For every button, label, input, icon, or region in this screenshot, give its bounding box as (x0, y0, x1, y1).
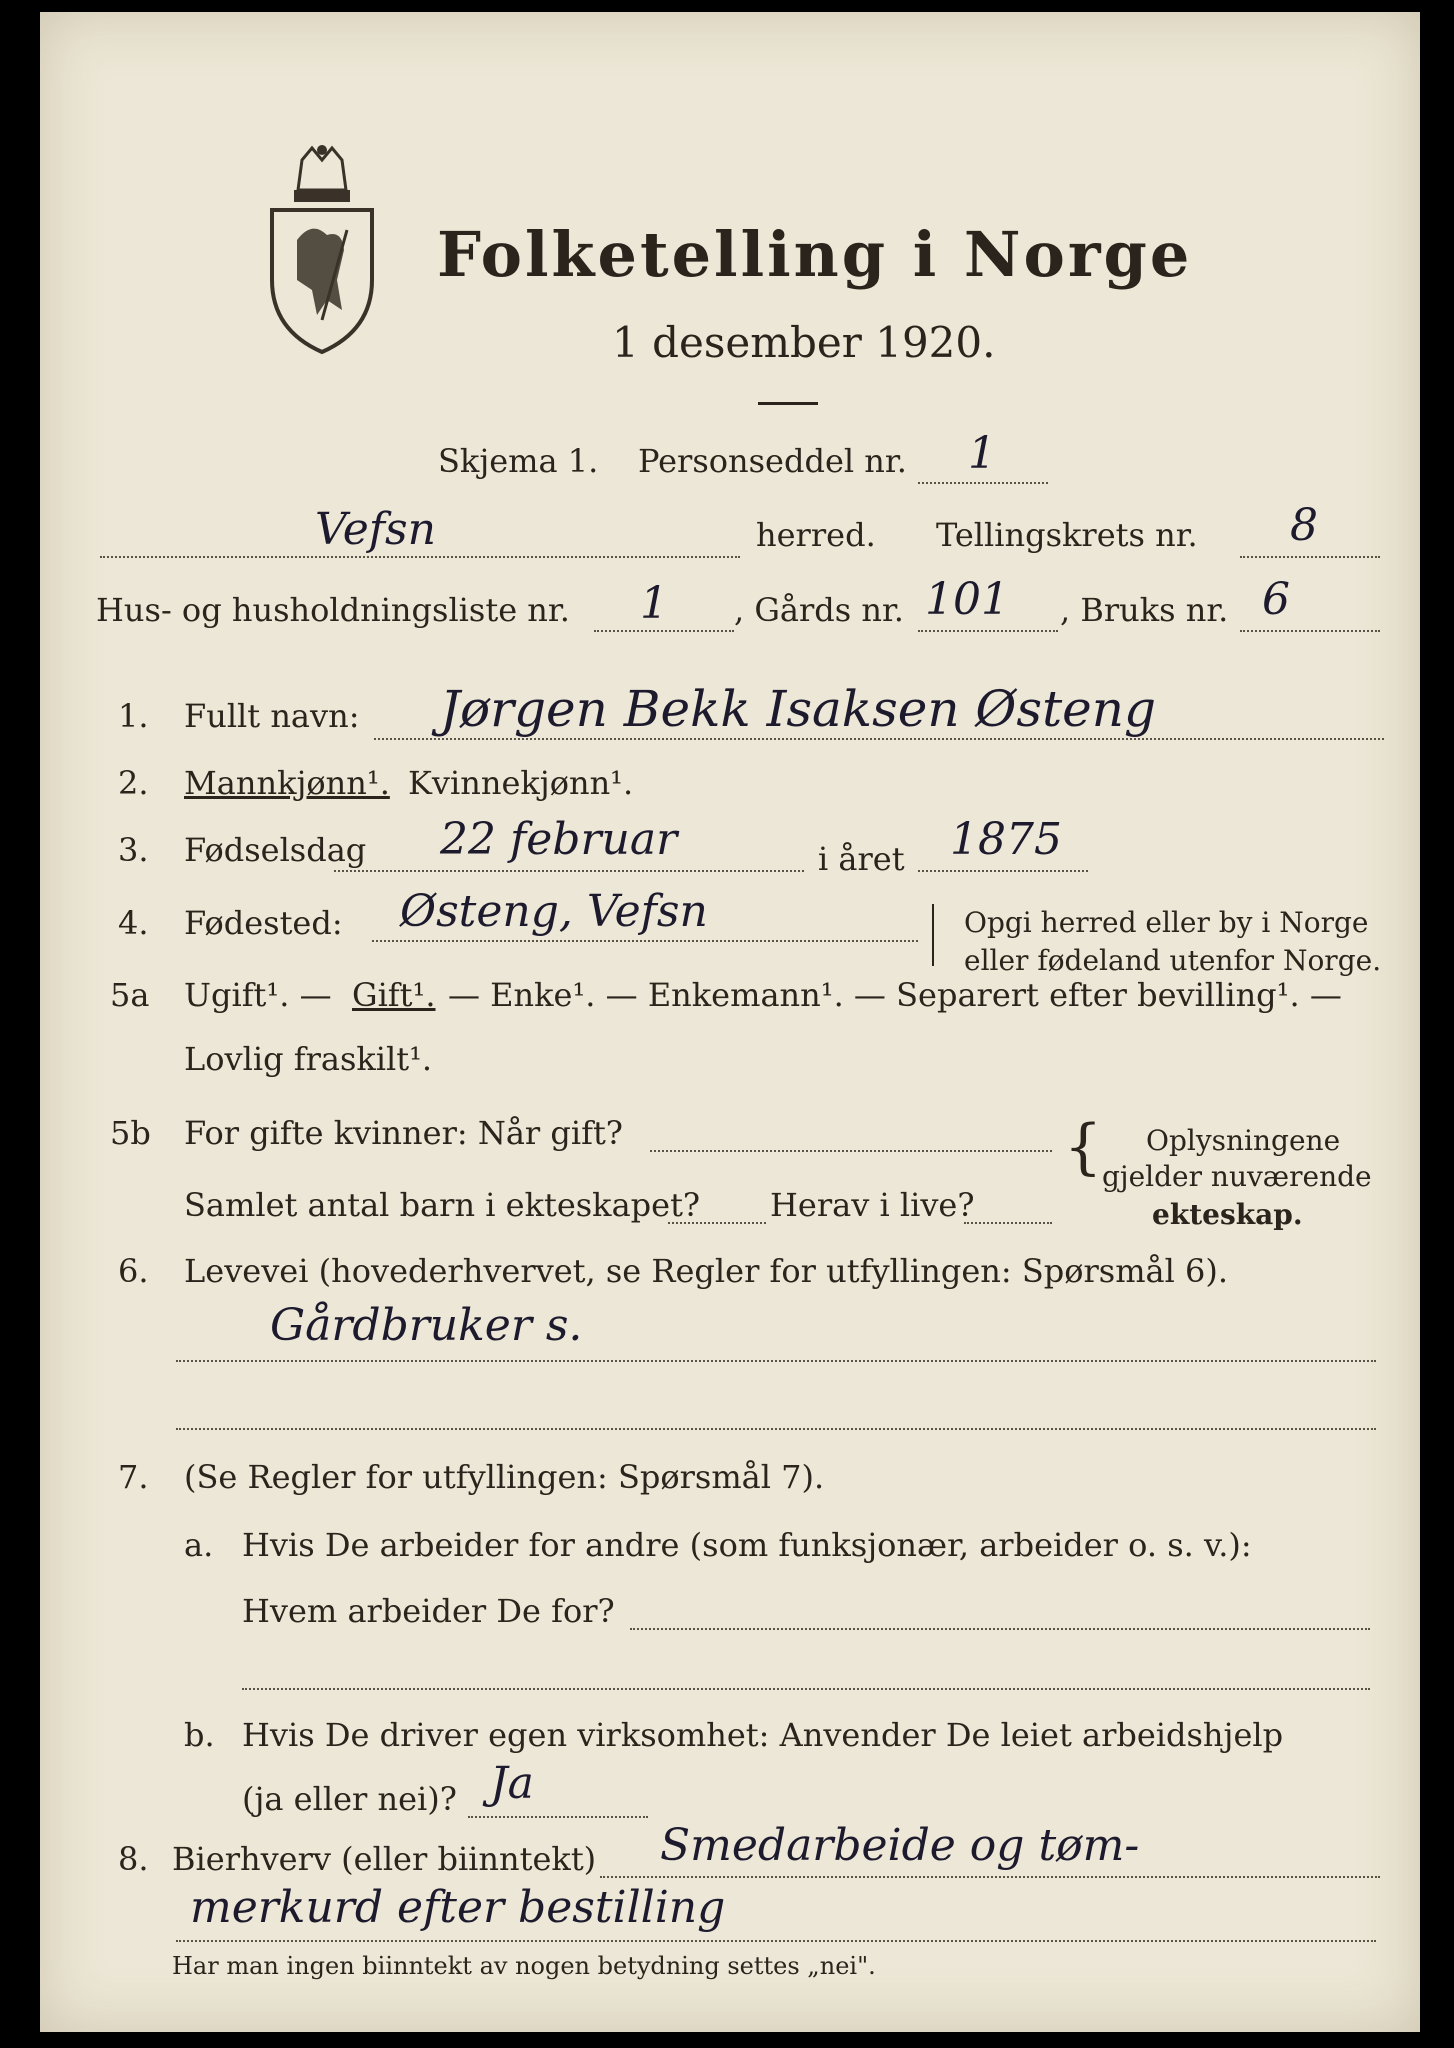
form-title: Folketelling i Norge (437, 218, 1193, 291)
q7a-letter: a. (184, 1526, 214, 1564)
q6-line2 (176, 1428, 1376, 1430)
q7-label: (Se Regler for utfyllingen: Spørsmål 7). (184, 1458, 825, 1496)
herred-line (100, 556, 740, 558)
q7b-question: (ja eller nei)? (242, 1780, 457, 1818)
bruks-line (1240, 630, 1380, 632)
q8-label: Bierhverv (eller biinntekt) (172, 1840, 597, 1878)
q7a-text: Hvis De arbeider for andre (som funksjonær, arbeider o. s. v.): (242, 1526, 1252, 1564)
q5a-ugift: Ugift¹. — (184, 976, 332, 1014)
q7b-text: Hvis De driver egen virksomhet: Anvender De leiet arbeidshjelp (242, 1716, 1284, 1754)
gards-line (918, 630, 1058, 632)
gards-value: 101 (925, 574, 1009, 625)
coat-of-arms-icon (262, 140, 382, 355)
q2-male-option: Mannkjønn¹. (184, 764, 390, 802)
q7b-answer: Ja (490, 1758, 534, 1809)
q4-label: Fødested: (184, 904, 343, 942)
herred-label: herred. (756, 516, 876, 554)
q5b-note-line2: gjelder nuværende (1102, 1160, 1372, 1193)
q8-footnote: Har man ingen biinntekt av nogen betydning settes „nei". (172, 1952, 876, 1980)
q3-year-label: i året (818, 840, 905, 878)
q5b-note-line3: ekteskap. (1152, 1198, 1303, 1231)
q1-number: 1. (118, 697, 149, 735)
q4-note-bracket (932, 904, 940, 966)
household-list-value: 1 (640, 578, 668, 629)
q3-year-line (918, 870, 1088, 872)
q7b-letter: b. (184, 1716, 215, 1754)
q8-side-income-1: Smedarbeide og tøm- (660, 1820, 1140, 1871)
q6-number: 6. (118, 1252, 149, 1290)
bruks-label: , Bruks nr. (1060, 591, 1229, 629)
title-divider (758, 402, 818, 405)
q8-number: 8. (118, 1840, 149, 1878)
q5b-number: 5b (110, 1114, 151, 1152)
q1-label: Fullt navn: (184, 697, 360, 735)
bruks-value: 6 (1262, 574, 1290, 625)
q1-full-name: Jørgen Bekk Isaksen Østeng (440, 680, 1156, 738)
q1-line (374, 738, 1384, 740)
q5b-children-total: Samlet antal barn i ekteskapet? (184, 1186, 701, 1224)
q8-line2 (176, 1940, 1376, 1942)
q7a-question: Hvem arbeider De for? (242, 1592, 615, 1630)
q5a-lovlig-fraskilt: Lovlig fraskilt¹. (184, 1040, 433, 1078)
q5b-children-line (668, 1222, 766, 1224)
personseddel-value: 1 (968, 428, 996, 479)
q2-number: 2. (118, 764, 149, 802)
q4-line (372, 940, 918, 942)
q5b-alive-label: Herav i live? (770, 1186, 975, 1224)
schema-label: Skjema 1. (438, 442, 599, 480)
q5b-alive-line (964, 1222, 1052, 1224)
q3-number: 3. (118, 831, 149, 869)
q8-line1 (600, 1876, 1380, 1878)
q3-day-line (334, 870, 804, 872)
q4-note-line2: eller fødeland utenfor Norge. (964, 944, 1382, 977)
q6-label: Levevei (hovederhvervet, se Regler for utfyllingen: Spørsmål 6). (184, 1252, 1229, 1290)
gards-label: , Gårds nr. (734, 591, 904, 629)
q5a-number: 5a (110, 976, 150, 1014)
q7b-line (468, 1816, 648, 1818)
household-list-label: Hus- og husholdningsliste nr. (96, 591, 570, 629)
q5a-gift: Gift¹. (352, 976, 436, 1014)
tellingskrets-value: 8 (1290, 500, 1318, 551)
q2-female-option: Kvinnekjønn¹. (408, 764, 634, 802)
q6-line1 (176, 1360, 1376, 1362)
q5b-note-line1: Oplysningene (1146, 1124, 1341, 1157)
q7-number: 7. (118, 1458, 149, 1496)
personseddel-line (918, 482, 1048, 484)
q3-birth-year: 1875 (950, 814, 1062, 865)
census-date: 1 desember 1920. (612, 318, 996, 367)
q3-label: Fødselsdag (184, 831, 367, 869)
q5b-when-married: For gifte kvinner: Når gift? (184, 1114, 623, 1152)
q7a-line2 (242, 1688, 1370, 1690)
herred-value: Vefsn (315, 504, 436, 555)
tellingskrets-label: Tellingskrets nr. (936, 516, 1198, 554)
q5a-other-options: — Enke¹. — Enkemann¹. — Separert efter bevilling¹. — (448, 976, 1342, 1014)
q5b-when-line (650, 1150, 1052, 1152)
q7a-line1 (630, 1628, 1370, 1630)
q6-occupation: Gårdbruker s. (270, 1300, 583, 1351)
q4-note-line1: Opgi herred eller by i Norge (964, 906, 1369, 939)
household-list-line (594, 630, 734, 632)
q5b-note-brace: { (1064, 1112, 1103, 1182)
q4-number: 4. (118, 904, 149, 942)
personseddel-label: Personseddel nr. (638, 442, 907, 480)
q3-birth-day: 22 februar (440, 814, 678, 865)
tellingskrets-line (1240, 556, 1380, 558)
q8-side-income-2: merkurd efter bestilling (190, 1882, 726, 1933)
q4-birthplace: Østeng, Vefsn (400, 886, 708, 937)
